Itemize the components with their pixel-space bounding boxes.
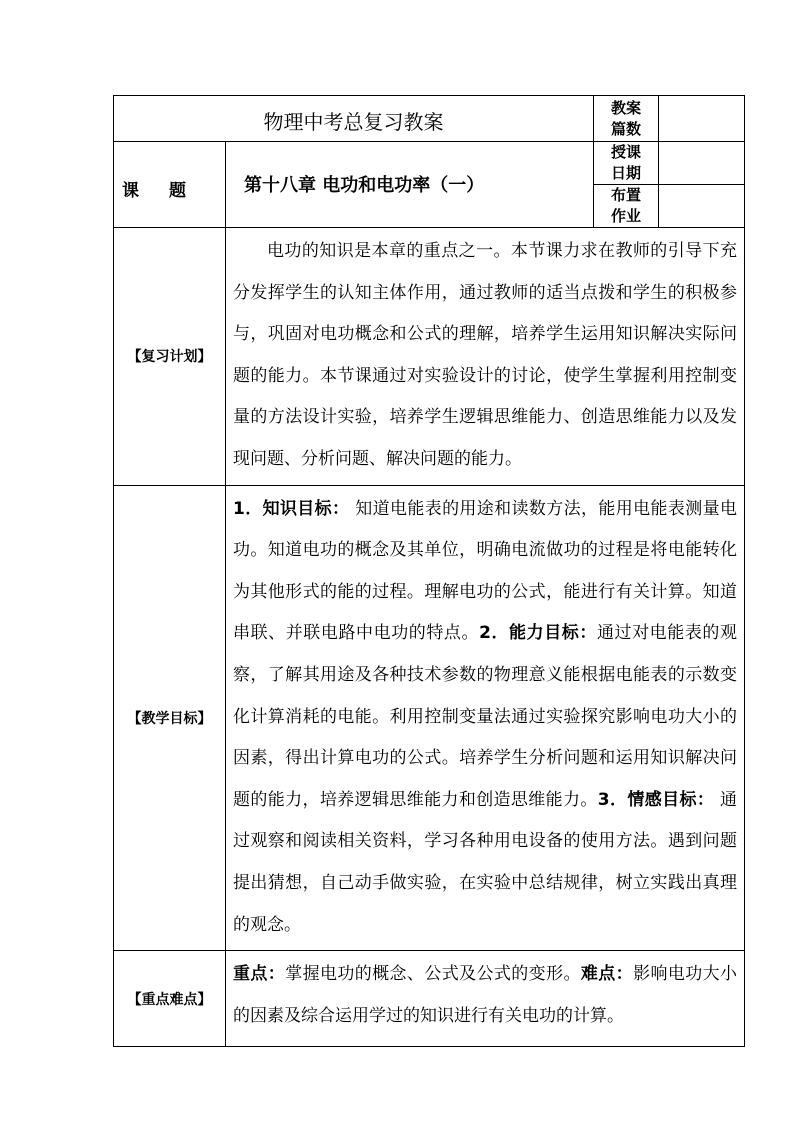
key-points-text (226, 951, 745, 1047)
review-plan-text: 电功的知识是本章的重点之一。本节课力求在教师的引导下充分发挥学生的认知主体作用，通过教师的适当点拨和学生的积极参与，巩固对电功概念和公式的理解，培养学生运用知识解决实际问题的能力。本节课通过对实验设计的讨论，使学生掌握利用控制变量的方法设计实验，培养学生逻辑思维能力、创造思维能力以及发现问题、分析问题、解决问题的能力。 (226, 228, 745, 486)
topic-text: 第十八章 电功和电功率（一） (226, 142, 594, 228)
teaching-date-label-line1: 授课 (610, 143, 641, 161)
key-points-label: 【重点难点】 (114, 951, 226, 1047)
ability-goal-heading: 2．能力目标： (479, 623, 597, 644)
teaching-date-label-line2: 日期 (610, 164, 641, 182)
emotion-goal-heading: 3．情感目标： (597, 789, 715, 810)
lesson-count-label (594, 96, 659, 142)
teaching-date-value (659, 142, 745, 185)
document-title: 物理中考总复习教案 (114, 96, 594, 142)
homework-label-line1: 布置 (610, 186, 641, 204)
lesson-plan-table (113, 95, 745, 1047)
topic-label-char1: 课 (122, 181, 139, 201)
knowledge-goal-heading: 1．知识目标： (233, 498, 350, 519)
homework-label-line2: 作业 (610, 207, 641, 225)
lesson-count-label-line1: 教案 (610, 98, 641, 117)
ability-goal-text: 通过对电能表的观察，了解其用途及各种技术参数的物理意义能根据电能表的示数变化计算消耗的电能。利用控制变量法通过实验探究影响电功大小的因素，得出计算电功的公式。培养学生分析问题和运用知识解决问题的能力，培养逻辑思维能力和创造思维能力。 (233, 623, 737, 810)
emotion-goal-text: 通过观察和阅读相关资料，学习各种用电设备的使用方法。遇到问题提出猜想，自己动手做实验，在实验中总结规律，树立实践出真理的观念。 (233, 789, 738, 935)
difficulty-heading: 难点： (580, 964, 634, 985)
homework-value (659, 185, 745, 228)
topic-label-char2: 题 (169, 181, 186, 201)
teaching-date-label (594, 142, 659, 185)
topic-label (114, 142, 226, 228)
key-point-heading: 重点： (233, 964, 286, 985)
difficulty-text: 影响电功大小的因素及综合运用学过的知识进行有关电功的计算。 (233, 964, 738, 1026)
review-plan-label: 【复习计划】 (114, 228, 226, 486)
teaching-goals-text (226, 485, 745, 951)
lesson-count-label-line2: 篇数 (610, 119, 641, 138)
knowledge-goal-text: 知道电能表的用途和读数方法，能用电能表测量电功。知道电功的概念及其单位，明确电流做功的过程是将电能转化为其他形式的能的过程。理解电功的公式，能进行有关计算。知道串联、并联电路中电功的特点。 (233, 498, 737, 644)
key-point-text: 掌握电功的概念、公式及公式的变形。 (285, 964, 581, 985)
homework-label (594, 185, 659, 228)
lesson-count-value (659, 96, 745, 142)
teaching-goals-label: 【教学目标】 (114, 485, 226, 951)
